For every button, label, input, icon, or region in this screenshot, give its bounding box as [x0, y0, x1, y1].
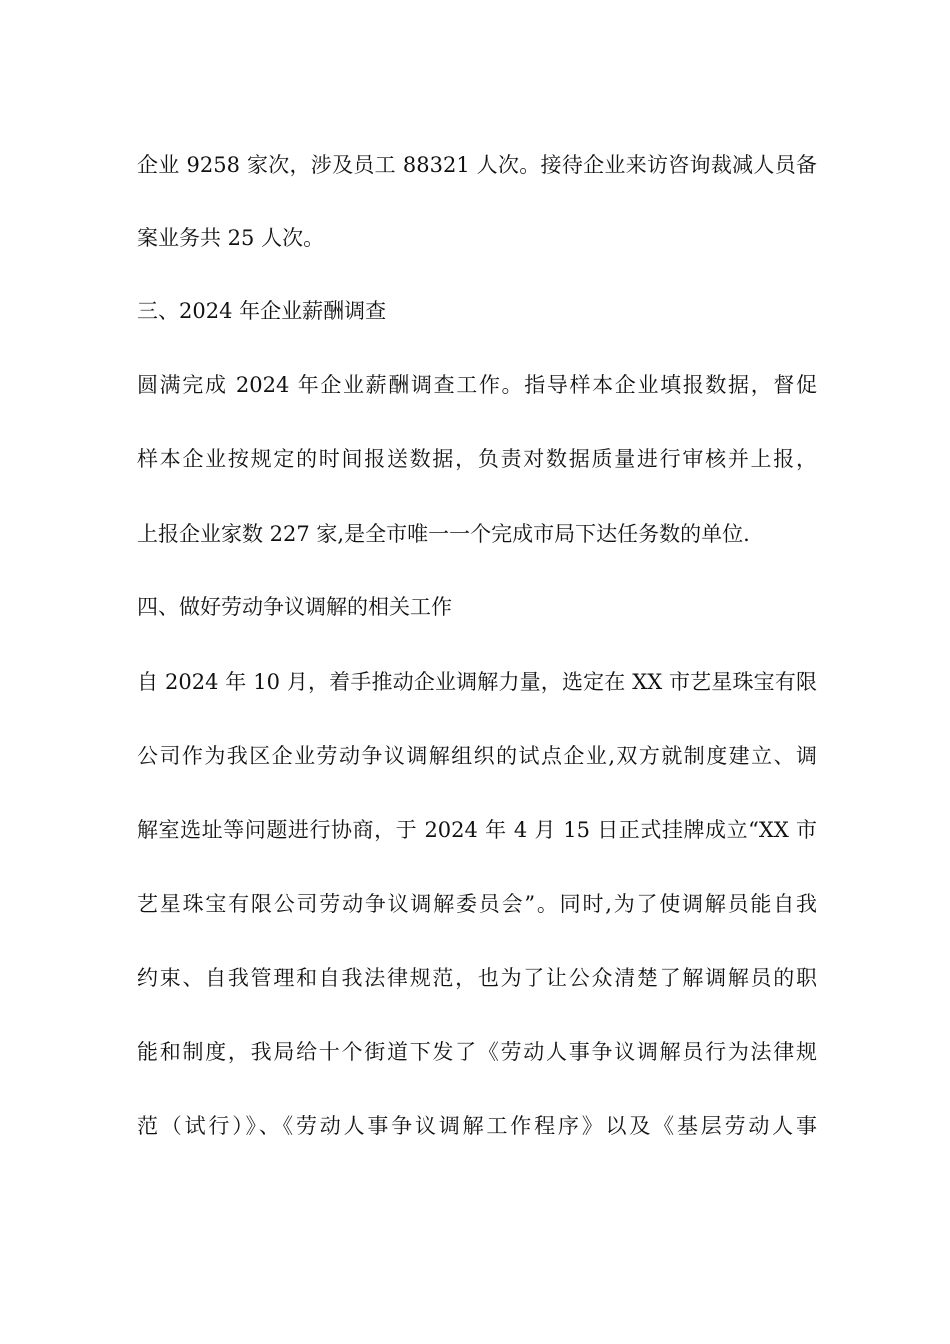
- paragraph-line: 案业务共 25 人次。: [137, 226, 325, 250]
- paragraph-line: 样本企业按规定的时间报送数据，负责对数据质量进行审核并上报，: [137, 447, 817, 471]
- paragraph-line: 公司作为我区企业劳动争议调解组织的试点企业,双方就制度建立、调: [137, 744, 817, 768]
- section-heading: 三、2024 年企业薪酬调查: [137, 299, 387, 323]
- paragraph-line: 约束、自我管理和自我法律规范，也为了让公众清楚了解调解员的职: [137, 966, 817, 990]
- paragraph-line: 范（试行）》、《劳动人事争议调解工作程序》以及《基层劳动人事: [137, 1114, 817, 1138]
- section-heading: 四、做好劳动争议调解的相关工作: [137, 595, 452, 619]
- paragraph-line: 圆满完成 2024 年企业薪酬调查工作。指导样本企业填报数据，督促: [137, 373, 817, 397]
- paragraph-line: 上报企业家数 227 家,是全市唯一一个完成市局下达任务数的单位.: [137, 522, 750, 546]
- paragraph-line: 解室选址等问题进行协商，于 2024 年 4 月 15 日正式挂牌成立“XX 市: [137, 818, 817, 842]
- paragraph-line: 能和制度，我局给十个街道下发了《劳动人事争议调解员行为法律规: [137, 1040, 817, 1064]
- paragraph-line: 企业 9258 家次，涉及员工 88321 人次。接待企业来访咨询裁减人员备: [137, 153, 817, 177]
- paragraph-line: 艺星珠宝有限公司劳动争议调解委员会”。同时,为了使调解员能自我: [137, 892, 817, 916]
- paragraph-line: 自 2024 年 10 月，着手推动企业调解力量，选定在 XX 市艺星珠宝有限: [137, 670, 817, 694]
